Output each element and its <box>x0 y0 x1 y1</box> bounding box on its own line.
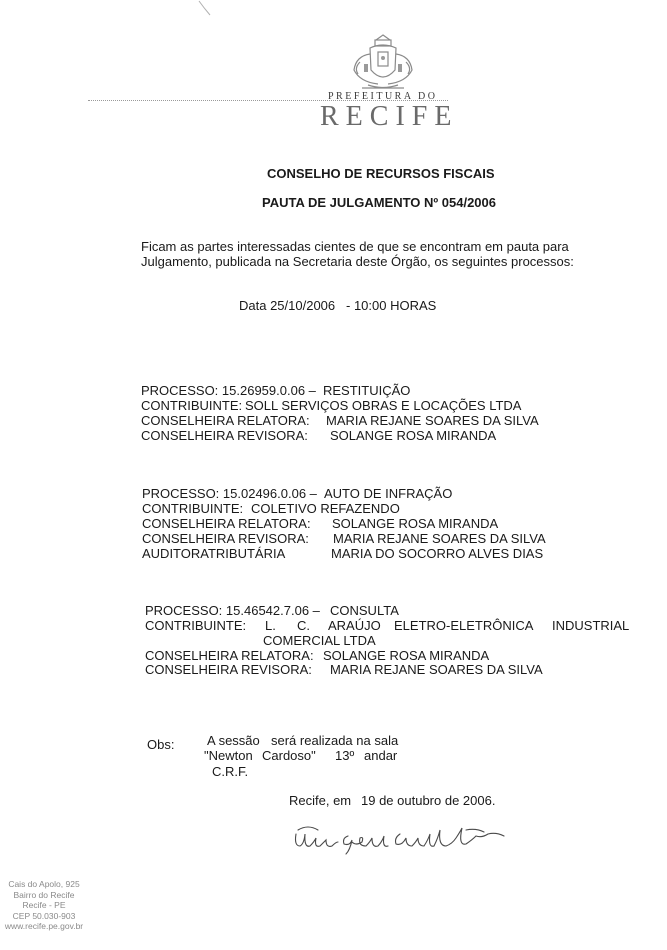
contribuinte-word: ARAÚJO <box>328 618 381 633</box>
auditora-name: MARIA DO SOCORRO ALVES DIAS <box>331 546 544 561</box>
contribuinte-word: C. <box>297 618 310 633</box>
contribuinte-word: ELETRO-ELETRÔNICA <box>394 618 534 633</box>
contribuinte-line-2: COMERCIAL LTDA <box>263 633 376 648</box>
obs-text: 13º <box>335 748 355 763</box>
process-number: PROCESSO: 15.46542.7.06 – <box>145 603 320 618</box>
address-line: Cais do Apolo, 925 <box>8 879 80 889</box>
contribuinte-label: CONTRIBUINTE: <box>142 501 244 516</box>
council-title: CONSELHO DE RECURSOS FISCAIS <box>267 166 495 181</box>
coat-of-arms-icon <box>348 34 418 92</box>
obs-text: A sessão <box>207 733 260 748</box>
address-line: www.recife.pe.gov.br <box>4 921 84 931</box>
session-date: Data 25/10/2006 <box>239 298 336 313</box>
obs-label: Obs: <box>147 737 175 752</box>
address-line: CEP 50.030-903 <box>12 910 76 921</box>
obs-text: C.R.F. <box>212 764 249 779</box>
relatora-name: SOLANGE ROSA MIRANDA <box>323 648 490 663</box>
relatora-name: MARIA REJANE SOARES DA SILVA <box>326 413 539 428</box>
footer-address <box>3 879 85 932</box>
obs-text: será realizada na sala <box>271 733 399 748</box>
corner-mark <box>198 0 212 16</box>
contribuinte-word: INDUSTRIAL <box>552 618 630 633</box>
contribuinte-label: CONTRIBUINTE: <box>145 618 247 633</box>
recife-logo-text: RECIFE <box>320 101 459 132</box>
process-number: PROCESSO: 15.26959.0.06 – <box>141 383 316 398</box>
obs-text: "Newton <box>204 748 253 763</box>
revisora-name: MARIA REJANE SOARES DA SILVA <box>330 662 543 677</box>
session-time: - 10:00 HORAS <box>346 298 437 313</box>
revisora-label: CONSELHEIRA REVISORA: <box>145 662 312 677</box>
obs-text: Cardoso" <box>262 748 316 763</box>
process-type: AUTO DE INFRAÇÃO <box>324 486 453 501</box>
revisora-label: CONSELHEIRA REVISORA: <box>142 531 309 546</box>
closing-place: Recife, em <box>289 793 352 808</box>
contribuinte-name: COLETIVO REFAZENDO <box>251 501 400 516</box>
process-type: CONSULTA <box>330 603 399 618</box>
address-line: Bairro do Recife <box>13 889 75 900</box>
process-number: PROCESSO: 15.02496.0.06 – <box>142 486 317 501</box>
auditora-label: AUDITORATRIBUTÁRIA <box>142 546 286 561</box>
process-type: RESTITUIÇÃO <box>323 383 411 398</box>
intro-line-1: Ficam as partes interessadas cientes de que se encontram em pauta para <box>141 239 569 254</box>
intro-line-2: Julgamento, publicada na Secretaria deste Órgão, os seguintes processos: <box>141 254 574 269</box>
signature <box>290 820 512 856</box>
revisora-label: CONSELHEIRA REVISORA: <box>141 428 308 443</box>
address-line: Recife - PE <box>22 900 66 910</box>
contribuinte-label: CONTRIBUINTE: <box>141 398 243 413</box>
relatora-label: CONSELHEIRA RELATORA: <box>142 516 311 531</box>
relatora-label: CONSELHEIRA RELATORA: <box>145 648 314 663</box>
revisora-name: SOLANGE ROSA MIRANDA <box>330 428 497 443</box>
relatora-name: SOLANGE ROSA MIRANDA <box>332 516 499 531</box>
contribuinte-word: L. <box>265 618 276 633</box>
agenda-title: PAUTA DE JULGAMENTO Nº 054/2006 <box>262 195 496 210</box>
closing-date: 19 de outubro de 2006. <box>361 793 496 808</box>
prefeitura-label: PREFEITURA DO <box>328 91 438 102</box>
contribuinte-name: SOLL SERVIÇOS OBRAS E LOCAÇÕES LTDA <box>245 398 522 413</box>
revisora-name: MARIA REJANE SOARES DA SILVA <box>333 531 546 546</box>
obs-text: andar <box>364 748 398 763</box>
relatora-label: CONSELHEIRA RELATORA: <box>141 413 310 428</box>
